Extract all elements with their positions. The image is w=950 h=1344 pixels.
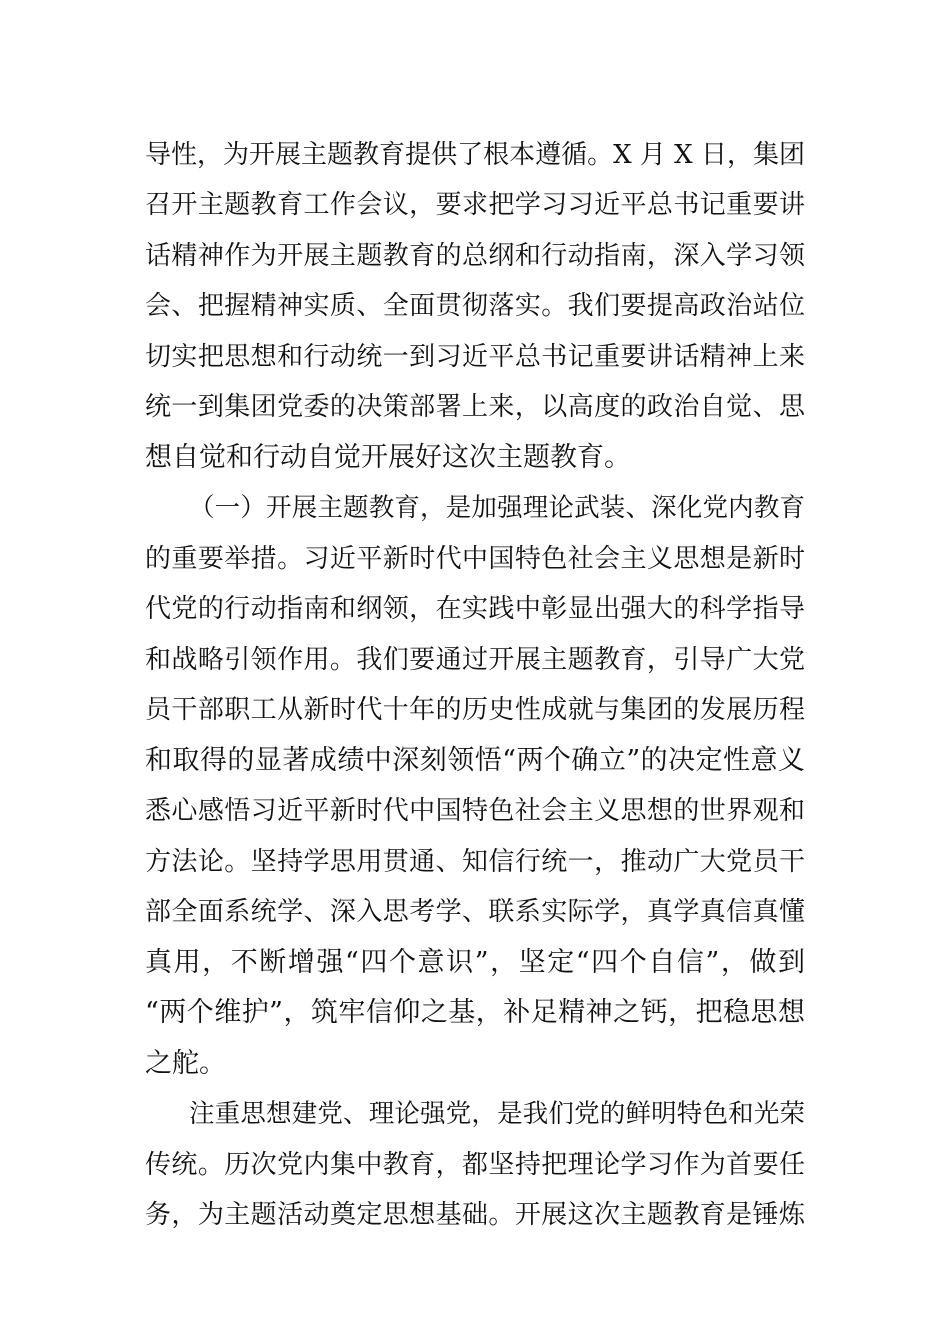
- text-line: 真用，不断增强“四个意识”，坚定“四个自信”，做到: [145, 947, 805, 978]
- text-line: 和取得的显著成绩中深刻领悟“两个确立”的决定性意义: [145, 745, 805, 776]
- text-line: 话精神作为开展主题教育的总纲和行动指南，深入学习领: [145, 241, 805, 271]
- text-line: 统一到集团党委的决策部署上来，以高度的政治自觉、思: [145, 392, 805, 422]
- text-line: 务，为主题活动奠定思想基础。开展这次主题教育是锤炼: [145, 1200, 805, 1230]
- text-line: 部全面系统学、深入思考学、联系实际学，真学真信真懂: [145, 897, 805, 927]
- text-line: 之舵。: [145, 1048, 226, 1079]
- text-line: 会、把握精神实质、全面贯彻落实。我们要提高政治站位: [145, 291, 805, 321]
- text-line: 方法论。坚持学思用贯通、知信行统一，推动广大党员干: [145, 847, 805, 877]
- text-line: 召开主题教育工作会议，要求把学习习近平总书记重要讲: [145, 190, 805, 220]
- text-line: 注重思想建党、理论强党，是我们党的鲜明特色和光荣: [189, 1099, 805, 1129]
- text-line: 想自觉和行动自觉开展好这次主题教育。: [145, 442, 631, 473]
- text-line: “两个维护”，筑牢信仰之基，补足精神之钙，把稳思想: [145, 997, 805, 1028]
- text-line: 的重要举措。习近平新时代中国特色社会主义思想是新时: [145, 544, 805, 574]
- text-line: 切实把思想和行动统一到习近平总书记重要讲话精神上来: [145, 342, 805, 372]
- text-line: 导性，为开展主题教育提供了根本遵循。X 月 X 日，集团: [145, 140, 805, 170]
- text-line: 和战略引领作用。我们要通过开展主题教育，引导广大党: [145, 645, 805, 675]
- text-line: 悉心感悟习近平新时代中国特色社会主义思想的世界观和: [145, 796, 805, 826]
- text-line: 代党的行动指南和纲领，在实践中彰显出强大的科学指导: [145, 594, 805, 624]
- text-line: 传统。历次党内集中教育，都坚持把理论学习作为首要任: [145, 1150, 805, 1180]
- text-line: （一）开展主题教育，是加强理论武装、深化党内教育: [189, 493, 805, 523]
- text-line: 员干部职工从新时代十年的历史性成就与集团的发展历程: [145, 695, 805, 725]
